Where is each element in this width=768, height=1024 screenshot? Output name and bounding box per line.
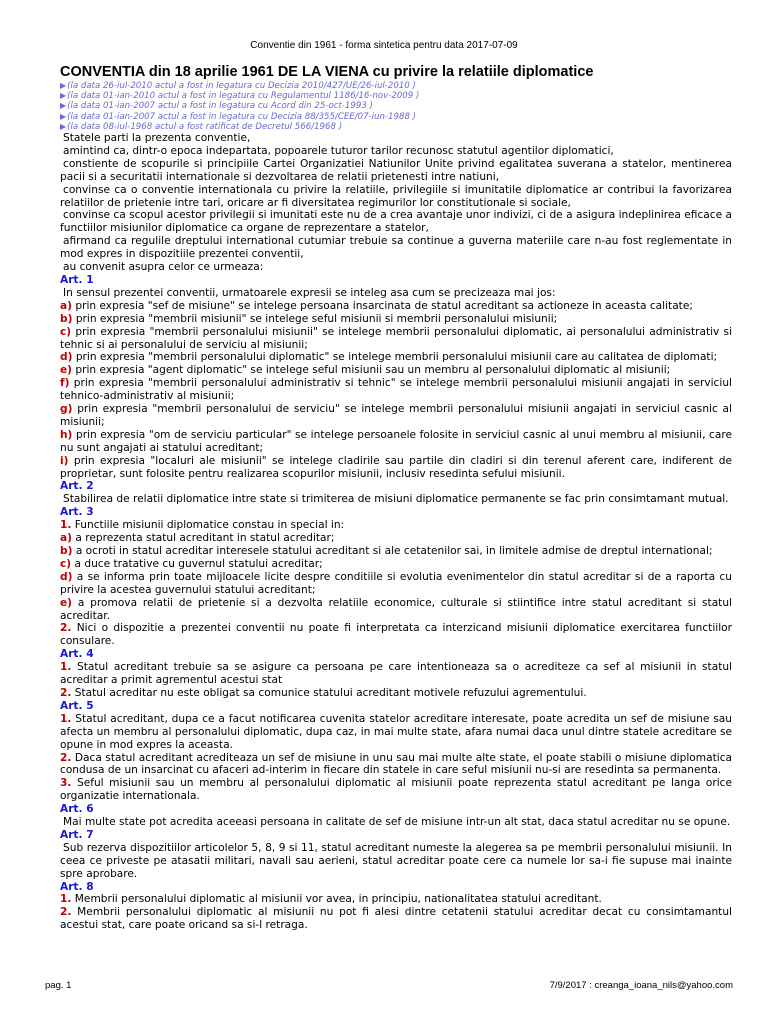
document-title: CONVENTIA din 18 aprilie 1961 DE LA VIENA cu privire la relatiile diplomatice [60, 64, 594, 80]
article-heading: Art. 3 [60, 506, 94, 519]
item-label: a) [60, 299, 72, 312]
list-item [60, 351, 732, 364]
list-item [60, 313, 732, 326]
item-text: a ocroti in statul acreditar interesele statului acreditant si ale cetatenilor sai, in limitele admise de dreptul international; [75, 545, 713, 558]
paragraph: Statele parti la prezenta conventie, [63, 132, 251, 145]
item-label: 1. [60, 519, 72, 532]
item-text: Statul acreditant trebuie sa se asigure ca persoana pe care intentioneaza sa o acrediteze ca sef al misiunii in statul acreditar a primit agrementul acestui stat [60, 661, 733, 687]
page-number: pag. 1 [45, 980, 72, 991]
amendment-note-text: (la data 01-ian-2007 actul a fost in legatura cu Acord din 25-oct-1993 ) [67, 101, 373, 112]
arrow-icon: ▶ [60, 101, 67, 111]
paragraph: constiente de scopurile si principiile Cartei Organizatiei Natiunilor Unite privind egalitatea suverana a statelor, mentinerea pacii si a securitatii internationale si dezvoltarea de relatii prietenesti intre natiuni, [60, 157, 732, 183]
paragraph: In sensul prezentei conventii, urmatoarele expresii se inteleg asa cum se precizeaza mai jos: [63, 286, 556, 299]
paragraph: afirmand ca regulile dreptului international cutumiar trebuie sa continue a guverna materiile care n-au fost reglementate in mod expres in dispozitiile prezentei conventii, [60, 235, 732, 261]
item-label: e) [60, 364, 73, 377]
item-label: 2. [60, 751, 72, 764]
article-heading: Art. 1 [60, 273, 94, 286]
document-text [60, 132, 732, 932]
paragraph: Mai multe state pot acredita aceeasi persoana in calitate de sef de misiune intr-un alt stat, daca statul acreditar nu se opune. [63, 816, 731, 829]
list-item [60, 377, 732, 403]
amendment-note-link[interactable] [60, 91, 732, 101]
item-text: a se informa prin toate mijloacele licite despre conditiile si evolutia evenimentelor din statul acreditar si de a raporta cu privire la acestea guvernului statului acreditant; [60, 570, 732, 596]
list-item [60, 519, 732, 532]
list-item [60, 326, 732, 352]
item-text: a duce tratative cu guvernul statului acreditar; [74, 557, 323, 570]
page-header: Conventie din 1961 - forma sintetica pentru data 2017-07-09 [250, 40, 518, 51]
item-label: 1. [60, 893, 72, 906]
item-text: prin expresia "om de serviciu particular" se intelege persoanele folosite in serviciul casnic al unui membru al misiunii, care nu sunt angajati ai statului acreditant; [60, 428, 732, 454]
amendment-notes [60, 81, 732, 132]
item-text: prin expresia "membrii personalului administrativ si tehnic" se intelege membrii personalului misiunii angajati in serviciul tehnico-administrativ al misiunii; [60, 377, 732, 403]
paragraph: Sub rezerva dispozitiilor articolelor 5, 8, 9 si 11, statul acreditant numeste la alegerea sa pe membrii personalului misiunii. In ceea ce priveste pe atasatii militari, navali sau aerieni, statul acreditar poate cere ca numele lor sa-i fie supuse mai inainte spre aprobare. [60, 841, 732, 880]
item-label: 2. [60, 906, 72, 919]
item-text: Statul acreditant, dupa ce a facut notificarea cuvenita statelor acreditare interesate, poate acredita un sef de misiune sau afecta un membru al personalului diplomatic, dupa caz, in mai multe state, afara numai daca unul dintre statele acreditare se opune in mod expres la aceasta. [60, 712, 732, 751]
item-text: Membrii personalului diplomatic al misiunii nu pot fi alesi dintre cetatenii statului acreditar decat cu consimtamantul acestui stat, care poate oricand sa si-l retraga. [60, 906, 732, 932]
list-item [60, 777, 732, 803]
paragraph: convinse ca scopul acestor privilegii si imunitati este nu de a crea avantaje unor indivizi, ci de a asigura indeplinirea eficace a functiilor misiunilor diplomatice ca organe de reprezentare a statelor, [60, 209, 732, 235]
amendment-note-link[interactable] [60, 81, 732, 91]
amendment-note-text: (la data 26-iul-2010 actul a fost in legatura cu Decizia 2010/427/UE/26-iul-2010 ) [67, 81, 416, 91]
article-heading: Art. 2 [60, 480, 94, 493]
list-item [60, 687, 732, 700]
item-label: c) [60, 325, 72, 338]
paragraph: convinse ca o conventie internationala cu privire la relatiile, privilegiile si imunitatile diplomatice ar contribui la favorizarea relatiilor de prietenie intre tari, oricare ar fi diversitatea regimurilor lor constitutionale si sociale, [60, 183, 732, 209]
list-item [60, 622, 732, 648]
item-label: a) [60, 532, 72, 545]
list-item [60, 545, 732, 558]
item-label: 2. [60, 622, 72, 635]
amendment-note-link[interactable] [60, 101, 732, 111]
article-heading: Art. 4 [60, 648, 94, 661]
article-heading: Art. 6 [60, 803, 94, 816]
list-item [60, 571, 732, 597]
item-text: prin expresia "membrii personalului misiunii" se intelege membrii personalului diplomatic, ai personalului administrativ si tehnic si ai personalului de serviciu al misiunii; [60, 325, 733, 351]
list-item [60, 752, 732, 778]
item-text: prin expresia "localuri ale misiunii" se intelege cladirile sau partile din cladiri si din terenul aferent care, indiferent de proprietar, sunt folosite pentru realizarea scopurilor misiunii, inclusiv resedinta sefului misiunii. [60, 454, 732, 480]
amendment-note-text: (la data 08-iul-1968 actul a fost ratificat de Decretul 566/1968 ) [67, 121, 343, 132]
item-label: b) [60, 545, 73, 558]
item-text: prin expresia "membrii misiunii" se intelege seful misiunii si membrii personalului misiunii; [75, 312, 558, 325]
amendment-note-link[interactable] [60, 122, 732, 132]
amendment-note-link[interactable] [60, 112, 732, 122]
list-item [60, 597, 732, 623]
item-label: b) [60, 312, 73, 325]
item-text: Functiile misiunii diplomatice constau in special in: [74, 519, 345, 532]
item-text: a promova relatii de prietenie si a dezvolta relatiile economice, culturale si stiintifice intre statul acreditant si statul acreditar. [60, 596, 732, 622]
amendment-note-text: (la data 01-ian-2007 actul a fost in legatura cu Decizia 88/355/CEE/07-iun-1988 ) [67, 111, 416, 122]
arrow-icon: ▶ [60, 121, 67, 131]
arrow-icon: ▶ [60, 111, 67, 121]
paragraph: amintind ca, dintr-o epoca indepartata, popoarele tuturor tarilor recunosc statutul agentilor diplomatici, [63, 144, 614, 157]
item-label: e) [60, 596, 73, 609]
article-heading: Art. 8 [60, 880, 94, 893]
item-label: 1. [60, 712, 72, 725]
list-item [60, 661, 732, 687]
article-heading: Art. 5 [60, 699, 94, 712]
item-text: Daca statul acreditant acrediteaza un sef de misiune in unu sau mai multe alte state, el poate stabili o misiune diplomatica condusa de un insarcinat cu afaceri ad-interim in fiecare din statele in care seful misiunii nu-si are resedinta sa permanenta. [60, 751, 733, 777]
item-label: d) [60, 570, 73, 583]
list-item [60, 455, 732, 481]
footer-info: 7/9/2017 : creanga_ioana_nils@yahoo.com [549, 980, 733, 991]
article-heading: Art. 7 [60, 828, 94, 841]
item-label: h) [60, 428, 73, 441]
item-label: c) [60, 557, 72, 570]
list-item [60, 906, 732, 932]
paragraph: au convenit asupra celor ce urmeaza: [63, 261, 264, 274]
item-label: 1. [60, 661, 72, 674]
list-item [60, 713, 732, 752]
paragraph: Stabilirea de relatii diplomatice intre state si trimiterea de misiuni diplomatice permanente se fac prin consimtamant mutual. [63, 493, 729, 506]
list-item [60, 403, 732, 429]
list-item [60, 558, 732, 571]
item-text: prin expresia "sef de misiune" se intelege persoana insarcinata de statul acreditant sa actioneze in aceasta calitate; [75, 299, 693, 312]
item-label: f) [60, 377, 70, 390]
item-text: Membrii personalului diplomatic al misiunii vor avea, in principiu, nationalitatea statului acreditant. [74, 893, 602, 906]
item-label: i) [60, 454, 69, 467]
list-item [60, 364, 732, 377]
list-item [60, 429, 732, 455]
item-label: 2. [60, 686, 72, 699]
list-item [60, 893, 732, 906]
list-item [60, 300, 732, 313]
amendment-note-text: (la data 01-ian-2010 actul a fost in legatura cu Regulamentul 1186/16-nov-2009 ) [67, 91, 420, 102]
item-text: Nici o dispozitie a prezentei conventii nu poate fi interpretata ca interzicand misiunii diplomatice exercitarea functiilor consulare. [60, 622, 732, 648]
item-label: g) [60, 403, 73, 416]
arrow-icon: ▶ [60, 91, 67, 101]
arrow-icon: ▶ [60, 81, 67, 90]
item-text: Statul acreditar nu este obligat sa comunice statului acreditant motivele refuzului agrementului. [74, 686, 587, 699]
list-item [60, 532, 732, 545]
item-label: 3. [60, 777, 72, 790]
item-text: a reprezenta statul acreditant in statul acreditar; [75, 532, 335, 545]
item-text: Seful misiunii sau un membru al personalului diplomatic al misiunii poate reprezenta statul acreditant pe langa orice organizatie internationala. [60, 777, 732, 803]
item-text: prin expresia "membrii personalului diplomatic" se intelege membrii personalului misiunii care au calitatea de diplomati; [75, 351, 718, 364]
item-text: prin expresia "membrii personalului de serviciu" se intelege membrii personalului misiunii angajati in serviciul casnic al misiunii; [60, 403, 732, 428]
item-text: prin expresia "agent diplomatic" se intelege seful misiunii sau un membru al personalului diplomatic al misiunii; [75, 364, 671, 377]
item-label: d) [60, 351, 73, 364]
document-body [60, 64, 732, 932]
